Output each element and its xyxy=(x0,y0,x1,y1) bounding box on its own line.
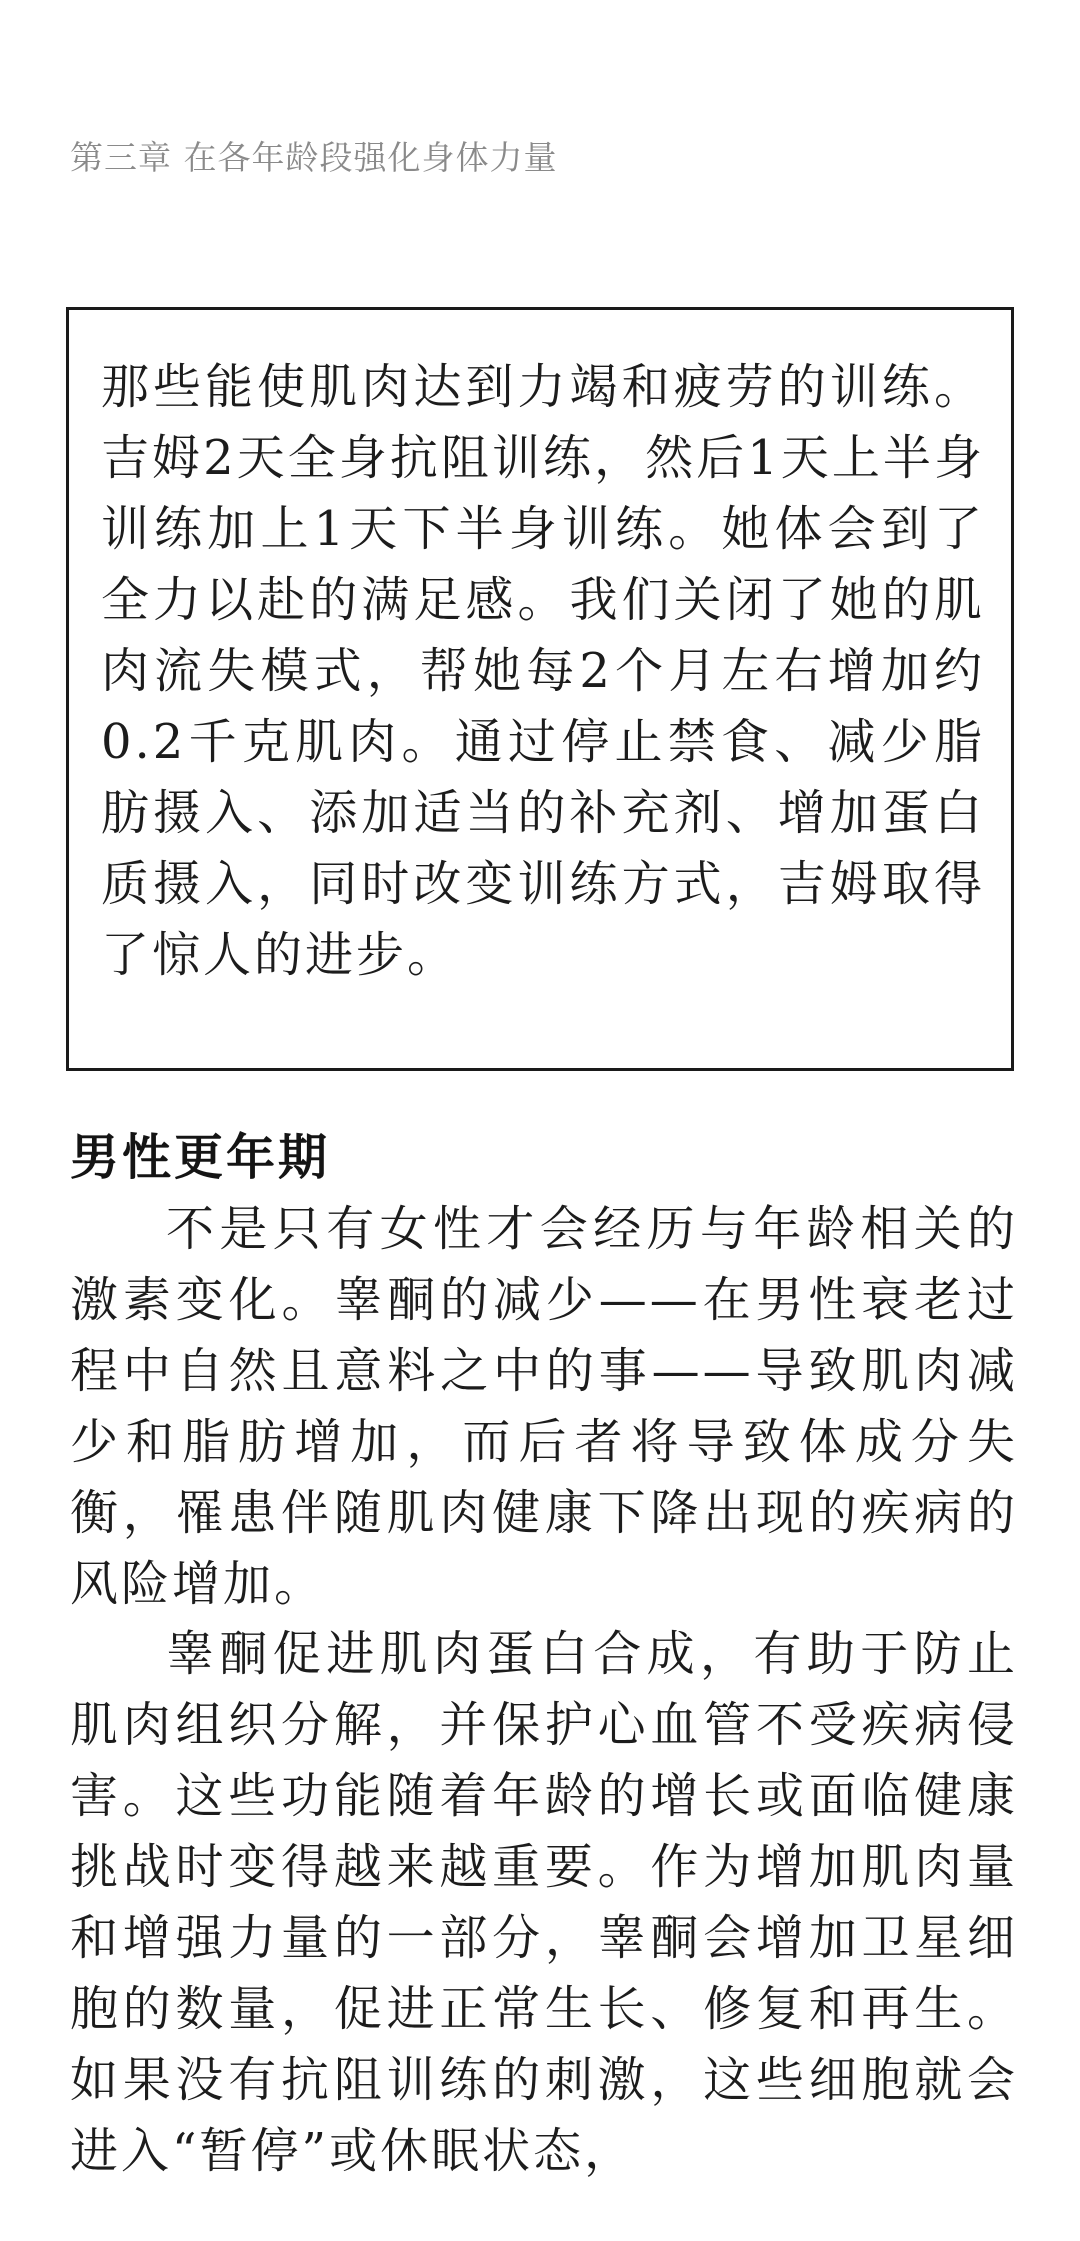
paragraph-text: 睾酮促进肌肉蛋白合成，有助于防止肌肉组织分解，并保护心血管不受疾病侵害。这些功能随着年龄的增长或面临健康挑战时变得越来越重要。作为增加肌肉量和增强力量的一部分，睾酮会增加卫星细胞的数量，促进正常生长、修复和再生。如果没有抗阻训练的刺激，这些细胞就会进入“暂停”或休眠状态， xyxy=(70,1626,1018,2179)
chapter-running-header: 第三章 在各年龄段强化身体力量 xyxy=(70,138,558,177)
section-title: 男性更年期 xyxy=(70,1128,331,1186)
body-paragraph-1 xyxy=(70,1194,1018,1620)
body-paragraph-2 xyxy=(70,1619,1018,2187)
paragraph-text: 不是只有女性才会经历与年龄相关的激素变化。睾酮的减少——在男性衰老过程中自然且意料之中的事——导致肌肉减少和脂肪增加，而后者将导致体成分失衡，罹患伴随肌肉健康下降出现的疾病的风险增加。 xyxy=(70,1201,1018,1612)
case-study-box xyxy=(66,307,1014,1071)
case-study-text: 那些能使肌肉达到力竭和疲劳的训练。吉姆2天全身抗阻训练，然后1天上半身训练加上1天下半身训练。她体会到了全力以赴的满足感。我们关闭了她的肌肉流失模式，帮她每2个月左右增加约0.2千克肌肉。通过停止禁食、减少脂肪摄入、添加适当的补充剂、增加蛋白质摄入，同时改变训练方式，吉姆取得了惊人的进步。 xyxy=(101,359,985,983)
